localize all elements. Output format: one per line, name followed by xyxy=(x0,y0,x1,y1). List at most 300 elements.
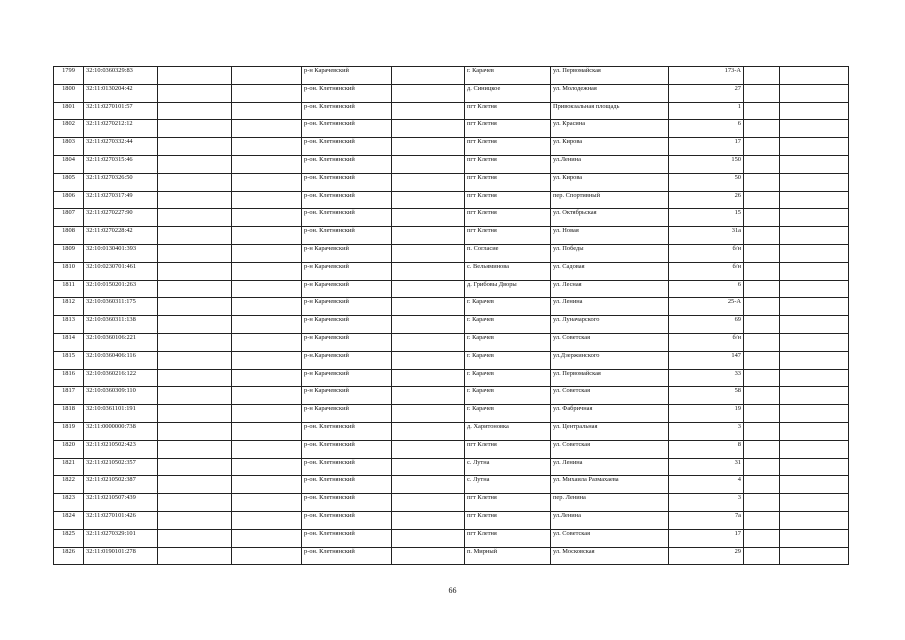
house-number-cell: 25-А xyxy=(669,298,744,316)
row-number-cell: 1807 xyxy=(54,209,84,227)
locality-cell: г. Карачев xyxy=(465,67,551,85)
empty-cell xyxy=(158,262,232,280)
table-row xyxy=(54,298,849,316)
empty-cell xyxy=(158,84,232,102)
street-cell: ул. Первомайская xyxy=(551,67,669,85)
empty-cell xyxy=(158,155,232,173)
district-cell: р-он. Клетнянский xyxy=(302,511,392,529)
street-cell: ул. Кирова xyxy=(551,138,669,156)
empty-cell xyxy=(392,280,465,298)
table-row xyxy=(54,155,849,173)
empty-cell xyxy=(780,422,849,440)
house-number-cell: 29 xyxy=(669,547,744,565)
empty-cell xyxy=(392,316,465,334)
empty-cell xyxy=(158,173,232,191)
empty-cell xyxy=(158,476,232,494)
empty-cell xyxy=(780,262,849,280)
street-cell: ул. Советская xyxy=(551,440,669,458)
locality-cell: с. Лутна xyxy=(465,476,551,494)
locality-cell: с. Вельяминова xyxy=(465,262,551,280)
street-cell: ул. Новая xyxy=(551,227,669,245)
table-row xyxy=(54,102,849,120)
row-number-cell: 1805 xyxy=(54,173,84,191)
house-number-cell: 27 xyxy=(669,84,744,102)
empty-cell xyxy=(392,244,465,262)
house-number-cell: б/н xyxy=(669,262,744,280)
house-number-cell: 69 xyxy=(669,316,744,334)
cadastral-number-cell: 32:10:0360106:221 xyxy=(84,333,158,351)
cadastral-number-cell: 32:10:0150201:263 xyxy=(84,280,158,298)
empty-cell xyxy=(232,316,302,334)
empty-cell xyxy=(744,102,780,120)
table-row xyxy=(54,511,849,529)
empty-cell xyxy=(232,280,302,298)
row-number-cell: 1812 xyxy=(54,298,84,316)
house-number-cell: 50 xyxy=(669,173,744,191)
district-cell: р-н Карачевский xyxy=(302,369,392,387)
empty-cell xyxy=(780,351,849,369)
street-cell: ул. Садовая xyxy=(551,262,669,280)
empty-cell xyxy=(780,458,849,476)
table-row xyxy=(54,67,849,85)
district-cell: р-он. Клетнянский xyxy=(302,138,392,156)
cadastral-number-cell: 32:11:0000000:738 xyxy=(84,422,158,440)
house-number-cell: 17 xyxy=(669,529,744,547)
cadastral-number-cell: 32:10:0130401:393 xyxy=(84,244,158,262)
house-number-cell: 1 xyxy=(669,102,744,120)
empty-cell xyxy=(158,422,232,440)
empty-cell xyxy=(158,494,232,512)
cadastral-number-cell: 32:11:0210502:357 xyxy=(84,458,158,476)
locality-cell: пгт Клетня xyxy=(465,155,551,173)
table-row xyxy=(54,494,849,512)
table-row xyxy=(54,280,849,298)
registry-table xyxy=(53,66,849,565)
empty-cell xyxy=(744,173,780,191)
empty-cell xyxy=(744,369,780,387)
empty-cell xyxy=(232,84,302,102)
street-cell: ул. Советская xyxy=(551,333,669,351)
empty-cell xyxy=(392,440,465,458)
empty-cell xyxy=(392,155,465,173)
locality-cell: пгт Клетня xyxy=(465,138,551,156)
house-number-cell: 58 xyxy=(669,387,744,405)
street-cell: ул. Лесная xyxy=(551,280,669,298)
row-number-cell: 1819 xyxy=(54,422,84,440)
street-cell: пер. Ленина xyxy=(551,494,669,512)
empty-cell xyxy=(232,422,302,440)
cadastral-number-cell: 32:11:0130204:42 xyxy=(84,84,158,102)
empty-cell xyxy=(744,529,780,547)
cadastral-number-cell: 32:10:0360311:138 xyxy=(84,316,158,334)
house-number-cell: 6 xyxy=(669,280,744,298)
house-number-cell: 31а xyxy=(669,227,744,245)
empty-cell xyxy=(744,494,780,512)
row-number-cell: 1815 xyxy=(54,351,84,369)
empty-cell xyxy=(232,547,302,565)
empty-cell xyxy=(232,351,302,369)
empty-cell xyxy=(392,173,465,191)
table-body xyxy=(54,67,849,565)
district-cell: р-он. Клетнянский xyxy=(302,120,392,138)
cadastral-number-cell: 32:10:0360216:122 xyxy=(84,369,158,387)
empty-cell xyxy=(232,494,302,512)
house-number-cell: 33 xyxy=(669,369,744,387)
empty-cell xyxy=(744,138,780,156)
table-row xyxy=(54,351,849,369)
empty-cell xyxy=(392,511,465,529)
empty-cell xyxy=(392,138,465,156)
street-cell: ул. Кирова xyxy=(551,173,669,191)
locality-cell: г. Карачев xyxy=(465,351,551,369)
empty-cell xyxy=(744,262,780,280)
district-cell: р-он. Клетнянский xyxy=(302,102,392,120)
empty-cell xyxy=(158,316,232,334)
empty-cell xyxy=(780,476,849,494)
empty-cell xyxy=(158,244,232,262)
house-number-cell: 7а xyxy=(669,511,744,529)
empty-cell xyxy=(158,298,232,316)
table-row xyxy=(54,138,849,156)
row-number-cell: 1810 xyxy=(54,262,84,280)
empty-cell xyxy=(780,138,849,156)
locality-cell: п. Согласие xyxy=(465,244,551,262)
empty-cell xyxy=(744,191,780,209)
table-row xyxy=(54,227,849,245)
district-cell: р-он. Клетнянский xyxy=(302,84,392,102)
empty-cell xyxy=(744,405,780,423)
empty-cell xyxy=(392,262,465,280)
locality-cell: г. Карачев xyxy=(465,369,551,387)
empty-cell xyxy=(744,387,780,405)
empty-cell xyxy=(232,458,302,476)
row-number-cell: 1801 xyxy=(54,102,84,120)
empty-cell xyxy=(780,547,849,565)
empty-cell xyxy=(744,209,780,227)
district-cell: р-он. Клетнянский xyxy=(302,191,392,209)
cadastral-number-cell: 32:11:0270315:46 xyxy=(84,155,158,173)
row-number-cell: 1804 xyxy=(54,155,84,173)
empty-cell xyxy=(744,280,780,298)
empty-cell xyxy=(232,155,302,173)
empty-cell xyxy=(744,351,780,369)
empty-cell xyxy=(780,333,849,351)
empty-cell xyxy=(232,67,302,85)
district-cell: р-н Карачевский xyxy=(302,244,392,262)
empty-cell xyxy=(158,351,232,369)
empty-cell xyxy=(232,262,302,280)
table-row xyxy=(54,529,849,547)
cadastral-number-cell: 32:11:0270212:12 xyxy=(84,120,158,138)
empty-cell xyxy=(392,351,465,369)
empty-cell xyxy=(392,369,465,387)
table-row xyxy=(54,458,849,476)
empty-cell xyxy=(744,440,780,458)
empty-cell xyxy=(780,173,849,191)
empty-cell xyxy=(392,333,465,351)
empty-cell xyxy=(744,511,780,529)
empty-cell xyxy=(232,333,302,351)
locality-cell: пгт Клетня xyxy=(465,191,551,209)
cadastral-number-cell: 32:11:0210507:439 xyxy=(84,494,158,512)
empty-cell xyxy=(232,138,302,156)
row-number-cell: 1809 xyxy=(54,244,84,262)
locality-cell: д. Синицкое xyxy=(465,84,551,102)
street-cell: ул. Первомайская xyxy=(551,369,669,387)
house-number-cell: б/н xyxy=(669,333,744,351)
house-number-cell: 31 xyxy=(669,458,744,476)
house-number-cell: 8 xyxy=(669,440,744,458)
row-number-cell: 1800 xyxy=(54,84,84,102)
district-cell: р-н Карачевский xyxy=(302,405,392,423)
row-number-cell: 1820 xyxy=(54,440,84,458)
empty-cell xyxy=(158,102,232,120)
table-row xyxy=(54,262,849,280)
cadastral-number-cell: 32:11:0270101:57 xyxy=(84,102,158,120)
cadastral-number-cell: 32:10:0360311:175 xyxy=(84,298,158,316)
empty-cell xyxy=(158,405,232,423)
street-cell: ул. Луначарского xyxy=(551,316,669,334)
empty-cell xyxy=(158,511,232,529)
district-cell: р-он. Клетнянский xyxy=(302,173,392,191)
empty-cell xyxy=(744,458,780,476)
house-number-cell: 4 xyxy=(669,476,744,494)
table-row xyxy=(54,316,849,334)
house-number-cell: 6 xyxy=(669,120,744,138)
street-cell: ул. Победы xyxy=(551,244,669,262)
locality-cell: г. Карачев xyxy=(465,298,551,316)
table-row xyxy=(54,440,849,458)
empty-cell xyxy=(392,209,465,227)
empty-cell xyxy=(392,422,465,440)
cadastral-number-cell: 32:11:0210502:423 xyxy=(84,440,158,458)
empty-cell xyxy=(780,494,849,512)
row-number-cell: 1802 xyxy=(54,120,84,138)
empty-cell xyxy=(232,529,302,547)
empty-cell xyxy=(780,244,849,262)
empty-cell xyxy=(232,369,302,387)
table-row xyxy=(54,547,849,565)
empty-cell xyxy=(158,280,232,298)
empty-cell xyxy=(232,405,302,423)
row-number-cell: 1817 xyxy=(54,387,84,405)
district-cell: р-н Карачевский xyxy=(302,316,392,334)
row-number-cell: 1825 xyxy=(54,529,84,547)
empty-cell xyxy=(780,316,849,334)
empty-cell xyxy=(780,298,849,316)
street-cell: ул. Центральная xyxy=(551,422,669,440)
empty-cell xyxy=(780,67,849,85)
house-number-cell: 147 xyxy=(669,351,744,369)
cadastral-number-cell: 32:10:0361101:191 xyxy=(84,405,158,423)
locality-cell: д. Грибовы Дворы xyxy=(465,280,551,298)
empty-cell xyxy=(232,173,302,191)
street-cell: ул. Октябрьская xyxy=(551,209,669,227)
house-number-cell: 173-А xyxy=(669,67,744,85)
empty-cell xyxy=(232,440,302,458)
empty-cell xyxy=(392,476,465,494)
empty-cell xyxy=(158,67,232,85)
street-cell: Привокзальная площадь xyxy=(551,102,669,120)
district-cell: р-он. Клетнянский xyxy=(302,440,392,458)
locality-cell: пгт Клетня xyxy=(465,494,551,512)
empty-cell xyxy=(392,298,465,316)
empty-cell xyxy=(392,67,465,85)
empty-cell xyxy=(158,333,232,351)
empty-cell xyxy=(392,547,465,565)
street-cell: ул. Красина xyxy=(551,120,669,138)
house-number-cell: 17 xyxy=(669,138,744,156)
empty-cell xyxy=(780,440,849,458)
locality-cell: пгт Клетня xyxy=(465,511,551,529)
cadastral-number-cell: 32:11:0210502:387 xyxy=(84,476,158,494)
locality-cell: пгт Клетня xyxy=(465,173,551,191)
empty-cell xyxy=(232,298,302,316)
empty-cell xyxy=(780,387,849,405)
row-number-cell: 1814 xyxy=(54,333,84,351)
empty-cell xyxy=(780,155,849,173)
empty-cell xyxy=(158,369,232,387)
empty-cell xyxy=(744,476,780,494)
empty-cell xyxy=(392,120,465,138)
cadastral-number-cell: 32:11:0190101:278 xyxy=(84,547,158,565)
empty-cell xyxy=(232,191,302,209)
empty-cell xyxy=(158,191,232,209)
locality-cell: с. Лутна xyxy=(465,458,551,476)
cadastral-number-cell: 32:10:0360406:116 xyxy=(84,351,158,369)
house-number-cell: 3 xyxy=(669,494,744,512)
row-number-cell: 1818 xyxy=(54,405,84,423)
cadastral-number-cell: 32:11:0270228:42 xyxy=(84,227,158,245)
empty-cell xyxy=(392,529,465,547)
locality-cell: п. Мирный xyxy=(465,547,551,565)
locality-cell: пгт Клетня xyxy=(465,102,551,120)
row-number-cell: 1822 xyxy=(54,476,84,494)
empty-cell xyxy=(392,191,465,209)
street-cell: ул. Молодежная xyxy=(551,84,669,102)
empty-cell xyxy=(780,120,849,138)
empty-cell xyxy=(232,120,302,138)
empty-cell xyxy=(780,511,849,529)
empty-cell xyxy=(392,458,465,476)
empty-cell xyxy=(158,440,232,458)
table-row xyxy=(54,405,849,423)
district-cell: р-он. Клетнянский xyxy=(302,476,392,494)
street-cell: ул. Московская xyxy=(551,547,669,565)
row-number-cell: 1816 xyxy=(54,369,84,387)
cadastral-number-cell: 32:11:0270101:426 xyxy=(84,511,158,529)
empty-cell xyxy=(780,84,849,102)
street-cell: пер. Спортивный xyxy=(551,191,669,209)
empty-cell xyxy=(232,102,302,120)
table-row xyxy=(54,422,849,440)
locality-cell: г. Карачев xyxy=(465,316,551,334)
row-number-cell: 1823 xyxy=(54,494,84,512)
empty-cell xyxy=(744,547,780,565)
cadastral-number-cell: 32:10:0360329:83 xyxy=(84,67,158,85)
row-number-cell: 1808 xyxy=(54,227,84,245)
house-number-cell: 26 xyxy=(669,191,744,209)
empty-cell xyxy=(392,84,465,102)
empty-cell xyxy=(744,120,780,138)
empty-cell xyxy=(744,316,780,334)
district-cell: р-он. Клетнянский xyxy=(302,209,392,227)
street-cell: ул.Дзержинского xyxy=(551,351,669,369)
empty-cell xyxy=(392,102,465,120)
house-number-cell: 15 xyxy=(669,209,744,227)
cadastral-number-cell: 32:11:0270329:101 xyxy=(84,529,158,547)
empty-cell xyxy=(744,333,780,351)
empty-cell xyxy=(780,405,849,423)
district-cell: р-он. Клетнянский xyxy=(302,494,392,512)
empty-cell xyxy=(780,529,849,547)
empty-cell xyxy=(744,298,780,316)
row-number-cell: 1821 xyxy=(54,458,84,476)
district-cell: р-н Карачевский xyxy=(302,280,392,298)
district-cell: р-он. Клетнянский xyxy=(302,227,392,245)
street-cell: ул. Ленина xyxy=(551,298,669,316)
table-row xyxy=(54,84,849,102)
empty-cell xyxy=(232,244,302,262)
district-cell: р-н Карачевский xyxy=(302,298,392,316)
locality-cell: г. Карачев xyxy=(465,333,551,351)
empty-cell xyxy=(744,422,780,440)
district-cell: р-он. Клетнянский xyxy=(302,547,392,565)
row-number-cell: 1799 xyxy=(54,67,84,85)
street-cell: ул. Советская xyxy=(551,387,669,405)
empty-cell xyxy=(780,369,849,387)
district-cell: р-н Карачевский xyxy=(302,387,392,405)
empty-cell xyxy=(392,494,465,512)
empty-cell xyxy=(780,102,849,120)
district-cell: р-н Карачевский xyxy=(302,262,392,280)
row-number-cell: 1826 xyxy=(54,547,84,565)
house-number-cell: 150 xyxy=(669,155,744,173)
cadastral-number-cell: 32:10:0230701:461 xyxy=(84,262,158,280)
district-cell: р-он. Клетнянский xyxy=(302,529,392,547)
empty-cell xyxy=(158,387,232,405)
district-cell: р-н Карачевский xyxy=(302,67,392,85)
empty-cell xyxy=(744,84,780,102)
house-number-cell: 19 xyxy=(669,405,744,423)
locality-cell: г. Карачев xyxy=(465,405,551,423)
empty-cell xyxy=(158,120,232,138)
empty-cell xyxy=(780,280,849,298)
locality-cell: г. Карачев xyxy=(465,387,551,405)
row-number-cell: 1806 xyxy=(54,191,84,209)
empty-cell xyxy=(232,387,302,405)
row-number-cell: 1813 xyxy=(54,316,84,334)
table-row xyxy=(54,369,849,387)
empty-cell xyxy=(744,244,780,262)
row-number-cell: 1811 xyxy=(54,280,84,298)
table-row xyxy=(54,209,849,227)
empty-cell xyxy=(232,209,302,227)
empty-cell xyxy=(392,387,465,405)
empty-cell xyxy=(744,155,780,173)
table-row xyxy=(54,476,849,494)
empty-cell xyxy=(232,227,302,245)
street-cell: ул. Советская xyxy=(551,529,669,547)
locality-cell: пгт Клетня xyxy=(465,529,551,547)
empty-cell xyxy=(158,209,232,227)
empty-cell xyxy=(780,227,849,245)
page-number: 66 xyxy=(448,586,457,595)
street-cell: ул.Ленина xyxy=(551,511,669,529)
empty-cell xyxy=(392,405,465,423)
district-cell: р-н.Карачевский xyxy=(302,351,392,369)
empty-cell xyxy=(780,191,849,209)
